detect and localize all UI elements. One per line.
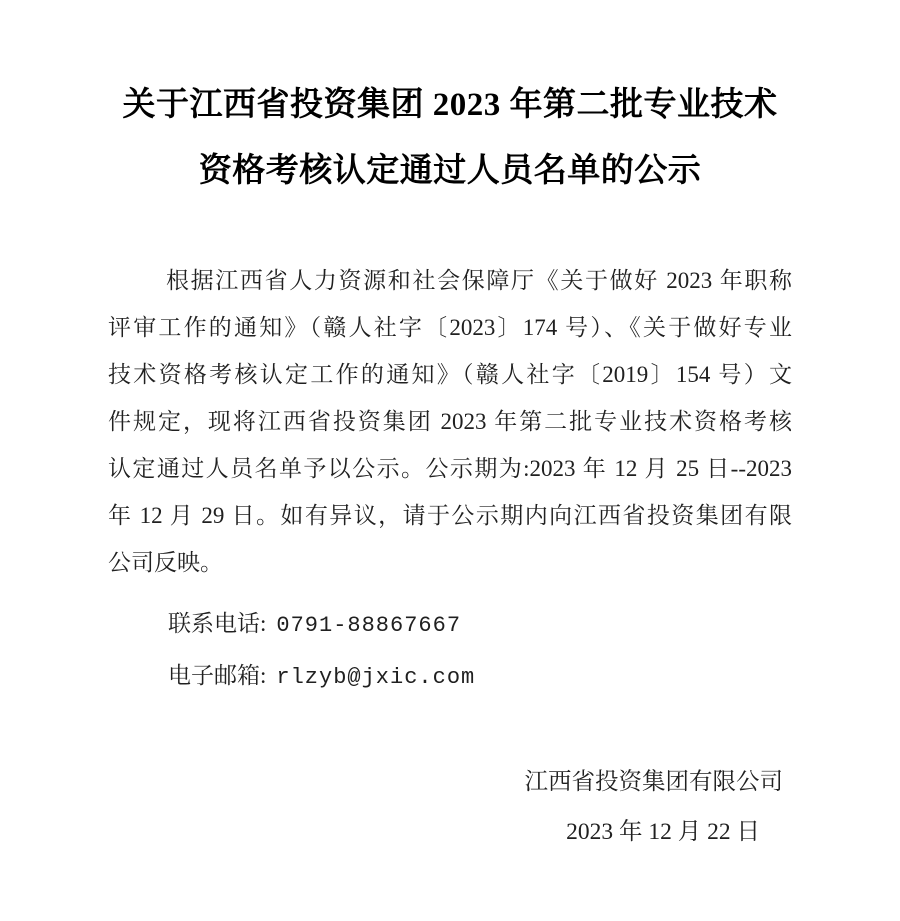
- paragraph-line: 认定通过人员名单予以公示。公示期为:2023 年 12 月 25 日--2023: [108, 456, 792, 481]
- contact-phone-line: [108, 599, 792, 651]
- contact-phone-label: 联系电话:: [168, 611, 267, 636]
- signature-block: [0, 757, 900, 857]
- paragraph-line: 公司反映。: [108, 550, 223, 575]
- contact-email-value: rlzyb@jxic.com: [276, 665, 476, 690]
- document-paragraph: [108, 257, 792, 586]
- signature-company: 江西省投资集团有限公司: [524, 769, 783, 795]
- signature-date: 2023 年 12 月 22 日: [566, 819, 760, 845]
- contact-email-line: [108, 651, 792, 703]
- paragraph-line: 技术资格考核认定工作的通知》（赣人社字〔2019〕154 号）文: [108, 362, 792, 387]
- paragraph-line: 件规定，现将江西省投资集团 2023 年第二批专业技术资格考核: [108, 409, 792, 434]
- paragraph-line: 年 12 月 29 日。如有异议，请于公示期内向江西省投资集团有限: [108, 503, 792, 528]
- contact-email-label: 电子邮箱:: [168, 663, 267, 688]
- contact-phone-value: 0791-88867667: [276, 613, 462, 638]
- document-title: [0, 72, 900, 204]
- contact-block: [108, 599, 792, 703]
- paragraph-line: 根据江西省人力资源和社会保障厅《关于做好 2023 年职称: [166, 268, 792, 293]
- title-line-2: 资格考核认定通过人员名单的公示: [198, 153, 702, 189]
- paragraph-line: 评审工作的通知》（赣人社字〔2023〕174 号）、《关于做好专业: [108, 315, 792, 340]
- title-line-1: 关于江西省投资集团 2023 年第二批专业技术: [122, 87, 778, 123]
